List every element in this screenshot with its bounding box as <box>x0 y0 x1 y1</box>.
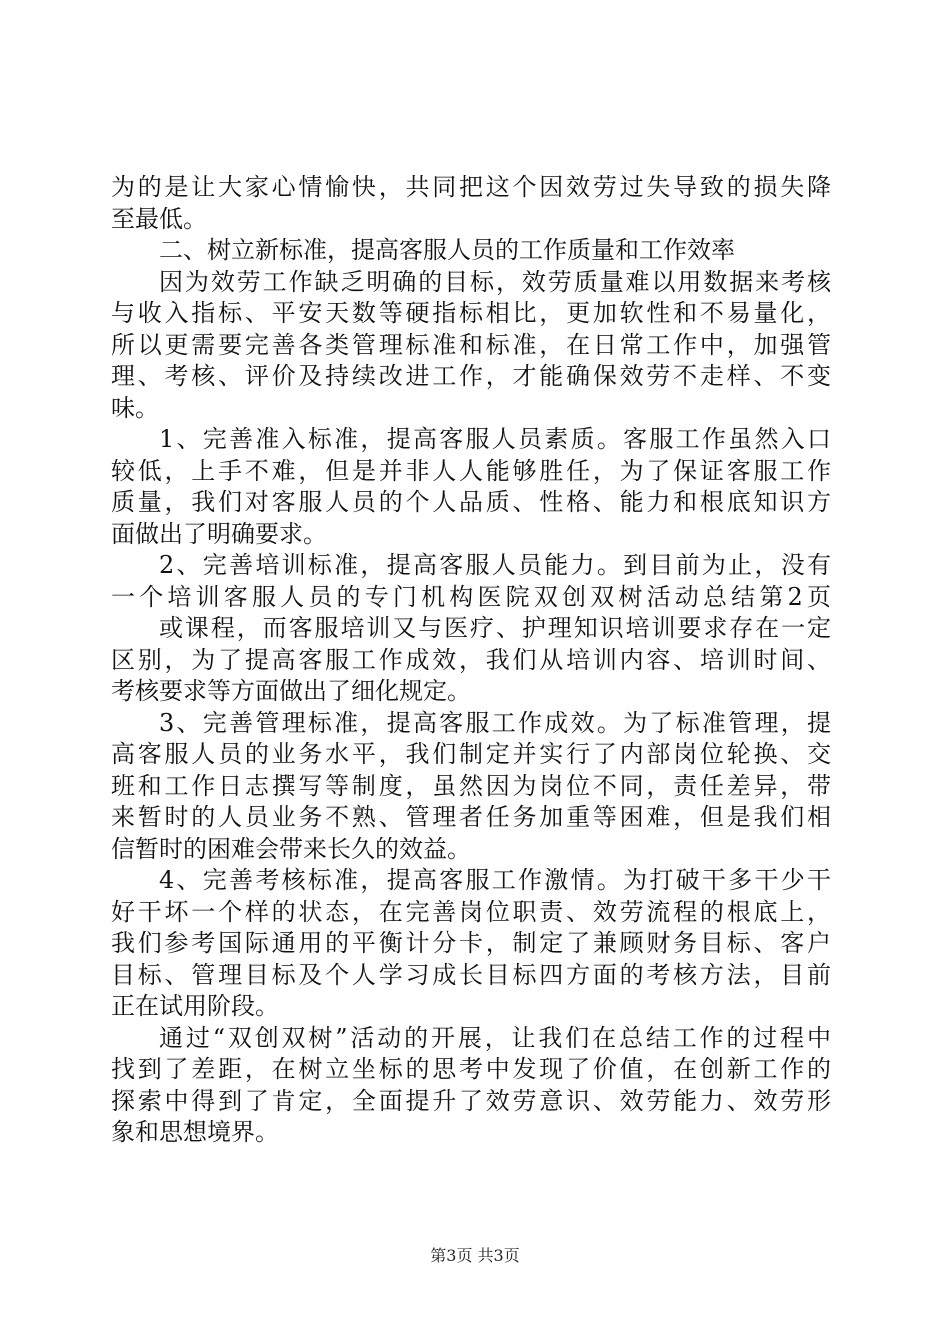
text-line: 来暂时的人员业务不熟、管理者任务加重等困难，但是我们相 <box>111 803 831 831</box>
page-number-footer: 第3页 共3页 <box>430 1246 520 1265</box>
text-line: 班和工作日志撰写等制度，虽然因为岗位不同，责任差异，带 <box>111 771 831 800</box>
text-line: 较低，上手不难，但是并非人人能够胜任，为了保证客服工作 <box>111 456 831 485</box>
text-line: 与收入指标、平安天数等硬指标相比，更加软性和不易量化， <box>111 299 831 327</box>
text-line: 为的是让大家心情愉快，共同把这个因效劳过失导致的损失降 <box>111 173 831 201</box>
text-line: 区别，为了提高客服工作成效，我们从培训内容、培训时间、 <box>111 645 831 674</box>
text-line: 质量，我们对客服人员的个人品质、性格、能力和根底知识方 <box>111 488 831 516</box>
text-line: 一个培训客服人员的专门机构医院双创双树活动总结第2页 <box>111 582 831 611</box>
text-line: 或课程，而客服培训又与医疗、护理知识培训要求存在一定 <box>159 614 831 642</box>
text-line: 高客服人员的业务水平，我们制定并实行了内部岗位轮换、交 <box>111 740 831 768</box>
text-line: 好干坏一个样的状态，在完善岗位职责、效劳流程的根底上， <box>111 897 831 926</box>
text-line: 找到了差距，在树立坐标的思考中发现了价值，在创新工作的 <box>111 1055 831 1083</box>
text-line: 因为效劳工作缺乏明确的目标，效劳质量难以用数据来考核 <box>159 267 831 296</box>
text-line: 2、完善培训标准，提高客服人员能力。到目前为止，没有 <box>159 551 831 579</box>
text-line: 面做出了明确要求。 <box>111 519 327 548</box>
text-line: 至最低。 <box>111 204 207 233</box>
text-line: 信暂时的困难会带来长久的效益。 <box>111 834 471 863</box>
text-line: 3、完善管理标准，提高客服工作成效。为了标准管理，提 <box>159 708 831 737</box>
section-heading: 二、树立新标准，提高客服人员的工作质量和工作效率 <box>159 236 735 264</box>
text-line: 目标、管理目标及个人学习成长目标四方面的考核方法，目前 <box>111 960 831 989</box>
text-line: 正在试用阶段。 <box>111 992 279 1020</box>
text-line: 通过“双创双树”活动的开展，让我们在总结工作的过程中 <box>159 1023 831 1052</box>
text-line: 4、完善考核标准，提高客服工作激情。为打破干多干少干 <box>159 866 831 894</box>
text-line: 考核要求等方面做出了细化规定。 <box>111 677 471 705</box>
text-line: 象和思想境界。 <box>111 1118 279 1146</box>
text-line: 味。 <box>111 393 159 422</box>
text-line: 理、考核、评价及持续改进工作，才能确保效劳不走样、不变 <box>111 362 831 390</box>
text-line: 探索中得到了肯定，全面提升了效劳意识、效劳能力、效劳形 <box>111 1086 831 1115</box>
text-line: 我们参考国际通用的平衡计分卡，制定了兼顾财务目标、客户 <box>111 929 831 957</box>
document-body <box>111 172 831 1149</box>
text-line: 所以更需要完善各类管理标准和标准，在日常工作中，加强管 <box>111 330 831 359</box>
text-line: 1、完善准入标准，提高客服人员素质。客服工作虽然入口 <box>159 425 831 453</box>
